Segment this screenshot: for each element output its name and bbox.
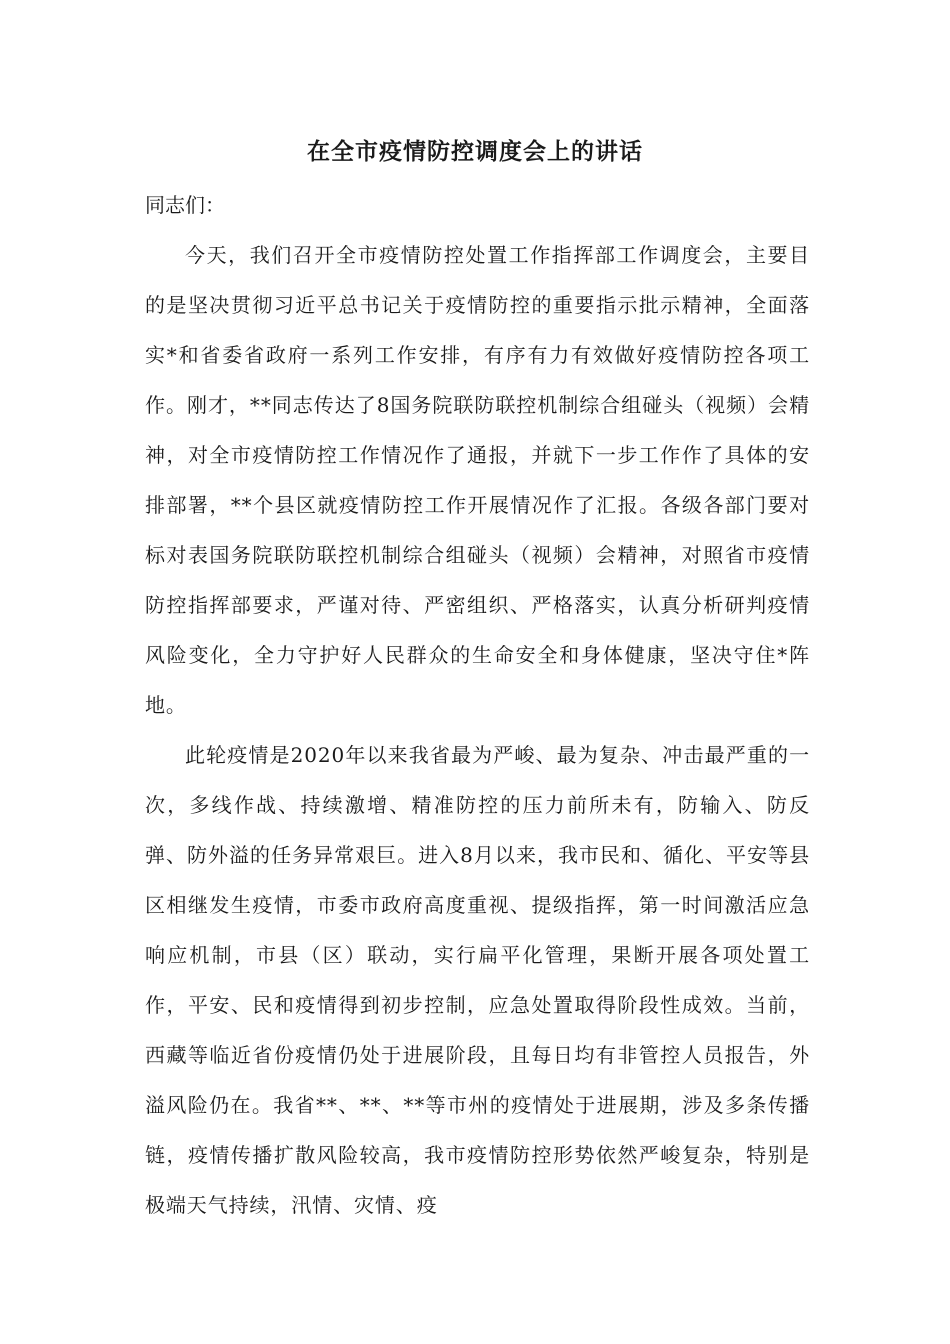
document-title: 在全市疫情防控调度会上的讲话	[307, 138, 643, 165]
document-body	[145, 180, 810, 1230]
paragraph-2: 此轮疫情是2020年以来我省最为严峻、最为复杂、冲击最严重的一次，多线作战、持续激增、精准防控的压力前所未有，防输入、防反弹、防外溢的任务异常艰巨。进入8月以来，我市民和、循化、平安等县区相继发生疫情，市委市政府高度重视、提级指挥，第一时间激活应急响应机制，市县（区）联动，实行扁平化管理，果断开展各项处置工作，平安、民和疫情得到初步控制，应急处置取得阶段性成效。当前，西藏等临近省份疫情仍处于进展阶段，且每日均有非管控人员报告，外溢风险仍在。我省**、**、**等市州的疫情处于进展期，涉及多条传播链，疫情传播扩散风险较高，我市疫情防控形势依然严峻复杂，特别是极端天气持续，汛情、灾情、疫	[145, 743, 810, 1217]
paragraph-1: 今天，我们召开全市疫情防控处置工作指挥部工作调度会，主要目的是坚决贯彻习近平总书记关于疫情防控的重要指示批示精神，全面落实*和省委省政府一系列工作安排，有序有力有效做好疫情防控各项工作。刚才，**同志传达了8国务院联防联控机制综合组碰头（视频）会精神，对全市疫情防控工作情况作了通报，并就下一步工作作了具体的安排部署，**个县区就疫情防控工作开展情况作了汇报。各级各部门要对标对表国务院联防联控机制综合组碰头（视频）会精神，对照省市疫情防控指挥部要求，严谨对待、严密组织、严格落实，认真分析研判疫情风险变化，全力守护好人民群众的生命安全和身体健康，坚决守住*阵地。	[145, 243, 810, 717]
greeting-line: 同志们：	[145, 193, 225, 217]
